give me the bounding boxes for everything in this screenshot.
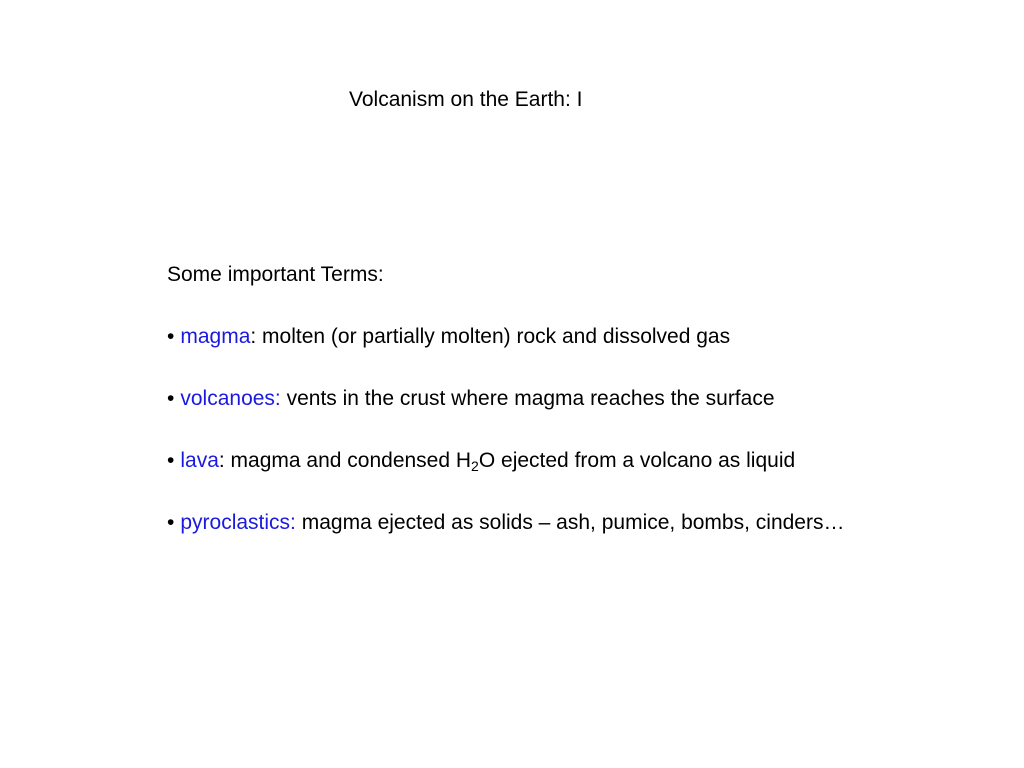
term-item-magma	[167, 323, 987, 351]
bullet-icon: •	[167, 511, 175, 534]
term-volcanoes: volcanoes:	[180, 387, 281, 410]
slide-title: Volcanism on the Earth: I	[349, 88, 583, 111]
term-item-lava	[167, 447, 987, 475]
slide-body	[167, 261, 987, 571]
term-magma: magma	[180, 325, 251, 348]
bullet-icon: •	[167, 325, 175, 348]
bullet-icon: •	[167, 449, 175, 472]
intro-text: Some important Terms:	[167, 263, 384, 286]
term-pyroclastics: pyroclastics:	[180, 511, 296, 534]
definition-lava-post: O ejected from a volcano as liquid	[478, 449, 796, 472]
definition-lava-pre: : magma and condensed H	[218, 449, 472, 472]
definition-volcanoes: vents in the crust where magma reaches the surface	[280, 387, 775, 410]
subscript-2: 2	[471, 458, 479, 474]
bullet-icon: •	[167, 387, 175, 410]
term-item-volcanoes	[167, 385, 987, 413]
definition-pyroclastics: magma ejected as solids – ash, pumice, bombs, cinders…	[295, 511, 845, 534]
term-item-pyroclastics	[167, 509, 987, 537]
definition-magma: : molten (or partially molten) rock and dissolved gas	[250, 325, 731, 348]
term-lava: lava	[180, 449, 219, 472]
